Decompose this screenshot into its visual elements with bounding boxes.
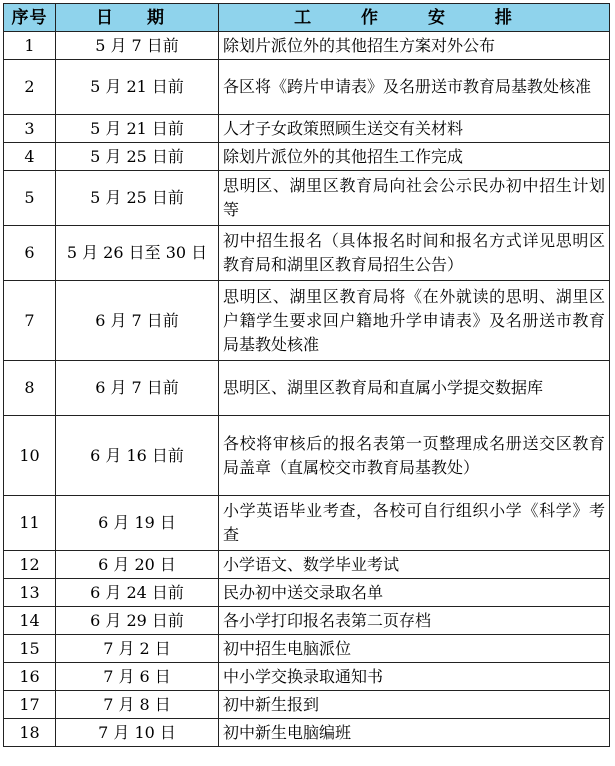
cell-date: 6 月 7 日前 [56, 361, 219, 416]
header-date: 日 期 [56, 4, 219, 32]
cell-date: 6 月 16 日前 [56, 416, 219, 496]
cell-work: 初中新生电脑编班 [219, 719, 610, 747]
cell-date: 5 月 21 日前 [56, 115, 219, 143]
cell-work: 民办初中送交录取名单 [219, 579, 610, 607]
cell-no: 7 [4, 281, 56, 361]
cell-no: 4 [4, 143, 56, 171]
cell-date: 6 月 20 日 [56, 551, 219, 579]
cell-date: 5 月 26 日至 30 日 [56, 226, 219, 281]
cell-work: 小学语文、数学毕业考试 [219, 551, 610, 579]
cell-work: 除划片派位外的其他招生方案对外公布 [219, 32, 610, 60]
table-row [4, 663, 610, 691]
table-row [4, 416, 610, 496]
schedule-table [3, 3, 610, 747]
table-header-row [4, 4, 610, 32]
table-row [4, 691, 610, 719]
table-row [4, 579, 610, 607]
table-row [4, 143, 610, 171]
cell-no: 6 [4, 226, 56, 281]
cell-work: 思明区、湖里区教育局向社会公示民办初中招生计划等 [219, 171, 610, 226]
cell-date: 6 月 24 日前 [56, 579, 219, 607]
cell-work: 初中新生报到 [219, 691, 610, 719]
cell-work: 中小学交换录取通知书 [219, 663, 610, 691]
cell-date: 6 月 7 日前 [56, 281, 219, 361]
schedule-table-container [3, 3, 610, 747]
table-row [4, 171, 610, 226]
cell-no: 2 [4, 60, 56, 115]
cell-date: 5 月 7 日前 [56, 32, 219, 60]
cell-work: 各区将《跨片申请表》及名册送市教育局基教处核准 [219, 60, 610, 115]
cell-no: 12 [4, 551, 56, 579]
cell-work: 初中招生报名（具体报名时间和报名方式详见思明区教育局和湖里区教育局招生公告） [219, 226, 610, 281]
cell-no: 5 [4, 171, 56, 226]
cell-no: 14 [4, 607, 56, 635]
cell-date: 5 月 25 日前 [56, 143, 219, 171]
cell-work: 小学英语毕业考查，各校可自行组织小学《科学》考查 [219, 496, 610, 551]
table-row [4, 226, 610, 281]
header-work: 工 作 安 排 [219, 4, 610, 32]
cell-date: 7 月 8 日 [56, 691, 219, 719]
table-row [4, 635, 610, 663]
cell-no: 13 [4, 579, 56, 607]
cell-no: 18 [4, 719, 56, 747]
cell-date: 7 月 10 日 [56, 719, 219, 747]
cell-date: 7 月 6 日 [56, 663, 219, 691]
cell-date: 7 月 2 日 [56, 635, 219, 663]
table-row [4, 361, 610, 416]
table-row [4, 607, 610, 635]
table-row [4, 32, 610, 60]
table-row [4, 551, 610, 579]
cell-no: 1 [4, 32, 56, 60]
cell-date: 6 月 29 日前 [56, 607, 219, 635]
cell-date: 5 月 25 日前 [56, 171, 219, 226]
cell-work: 各小学打印报名表第二页存档 [219, 607, 610, 635]
cell-no: 16 [4, 663, 56, 691]
cell-no: 15 [4, 635, 56, 663]
header-no: 序号 [4, 4, 56, 32]
cell-no: 8 [4, 361, 56, 416]
cell-work: 除划片派位外的其他招生工作完成 [219, 143, 610, 171]
table-row [4, 496, 610, 551]
cell-date: 6 月 19 日 [56, 496, 219, 551]
table-row [4, 281, 610, 361]
cell-no: 10 [4, 416, 56, 496]
table-row [4, 719, 610, 747]
table-row [4, 115, 610, 143]
cell-work: 思明区、湖里区教育局将《在外就读的思明、湖里区户籍学生要求回户籍地升学申请表》及名册送市教育局基教处核准 [219, 281, 610, 361]
cell-work: 人才子女政策照顾生送交有关材料 [219, 115, 610, 143]
cell-work: 初中招生电脑派位 [219, 635, 610, 663]
cell-no: 11 [4, 496, 56, 551]
cell-no: 3 [4, 115, 56, 143]
cell-date: 5 月 21 日前 [56, 60, 219, 115]
cell-work: 各校将审核后的报名表第一页整理成名册送交区教育局盖章（直属校交市教育局基教处） [219, 416, 610, 496]
table-row [4, 60, 610, 115]
cell-work: 思明区、湖里区教育局和直属小学提交数据库 [219, 361, 610, 416]
cell-no: 17 [4, 691, 56, 719]
